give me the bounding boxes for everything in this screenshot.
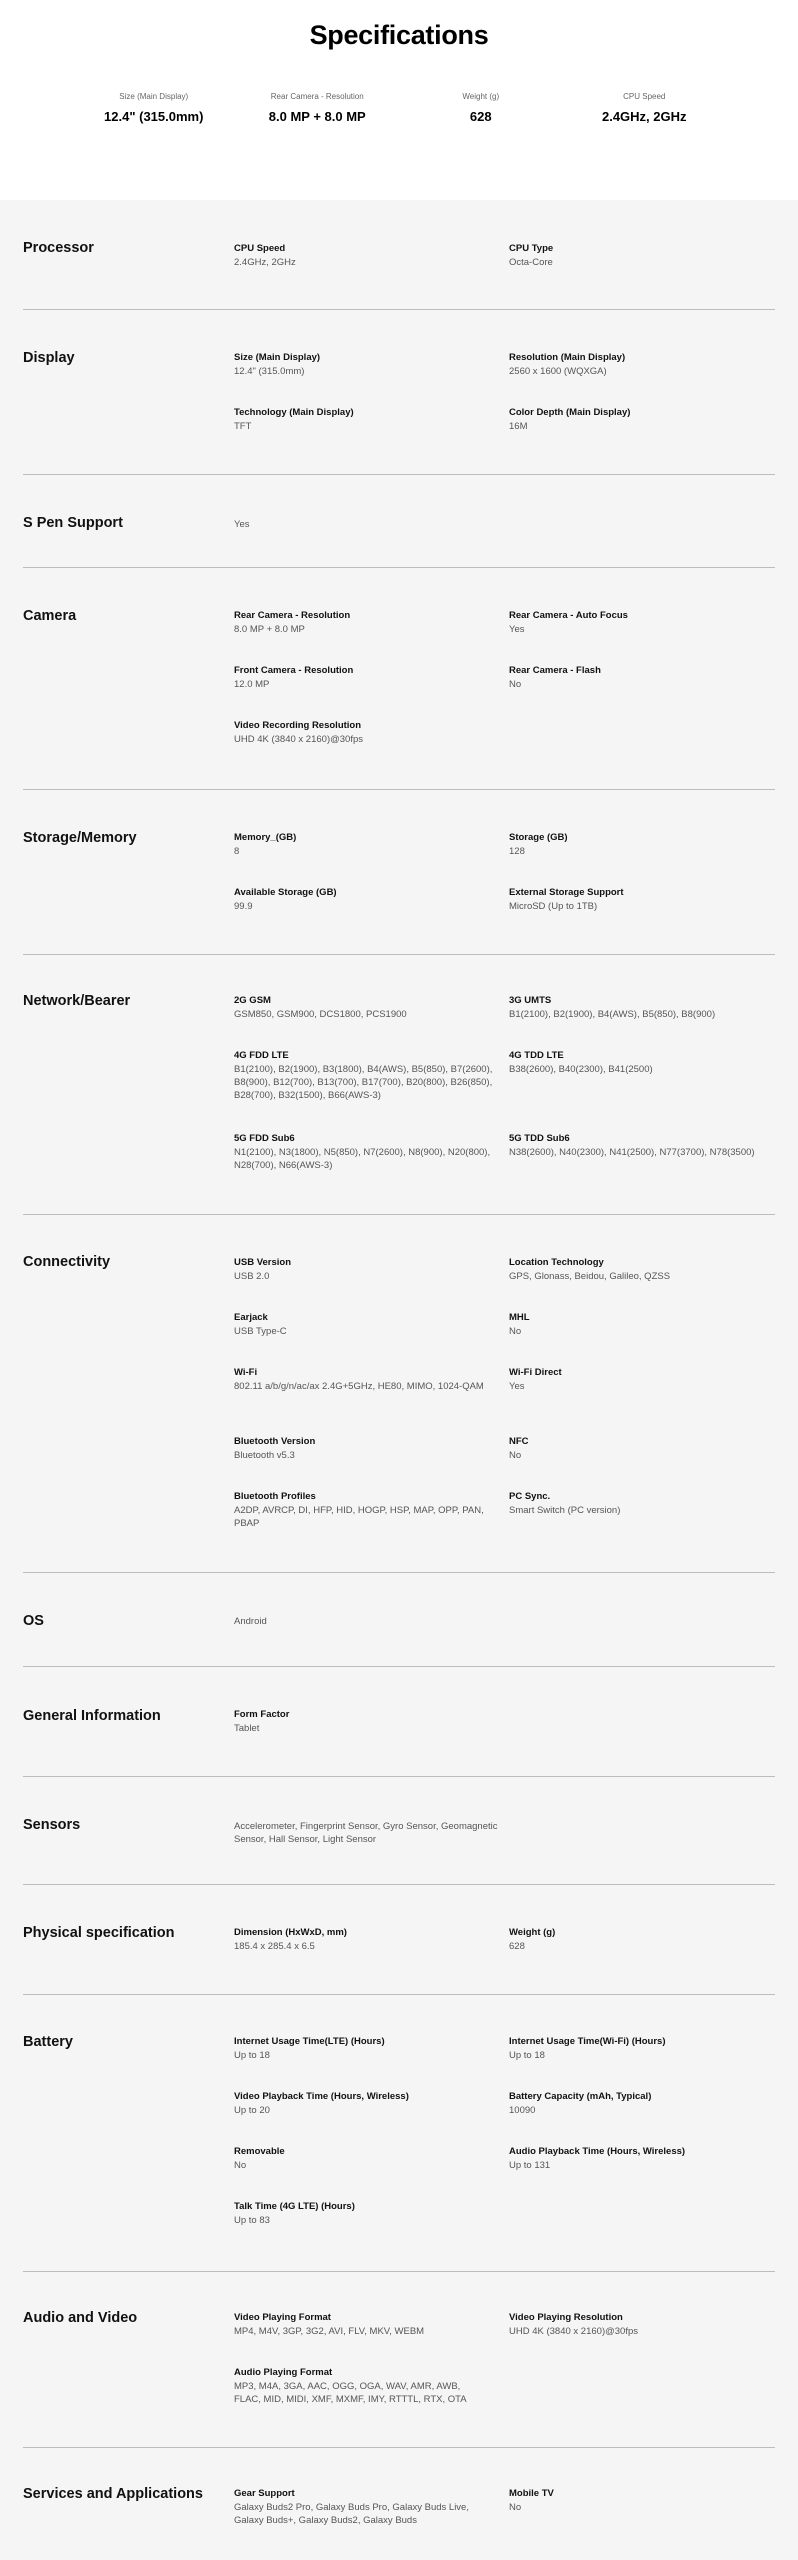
- section-s-pen: [23, 475, 775, 568]
- spec-value: UHD 4K (3840 x 2160)@30fps: [234, 734, 363, 745]
- spec-value: 128: [509, 846, 525, 857]
- highlight-label: Weight (g): [462, 92, 500, 101]
- spec-value: 628: [509, 1941, 525, 1952]
- spec-item: [509, 2487, 764, 2514]
- section-sensors: [23, 1777, 775, 1885]
- spec-item: [509, 1926, 764, 1953]
- spec-value: TFT: [234, 421, 252, 432]
- spec-item: [509, 2090, 764, 2117]
- spec-item: [234, 406, 489, 433]
- highlight-cpu-speed: [563, 92, 727, 124]
- highlight-value: 12.4" (315.0mm): [104, 109, 204, 124]
- spec-label: CPU Type: [509, 243, 554, 254]
- spec-label: Bluetooth Profiles: [234, 1491, 316, 1502]
- spec-item: [234, 2200, 489, 2227]
- spec-value: B38(2600), B40(2300), B41(2500): [509, 1064, 653, 1075]
- spec-item: [509, 994, 798, 1021]
- spec-value: MicroSD (Up to 1TB): [509, 901, 598, 912]
- spec-item: [509, 242, 764, 269]
- spec-label: Weight (g): [509, 1927, 556, 1938]
- section-title: Processor: [23, 240, 94, 256]
- section-display: [23, 310, 775, 475]
- section-title: Audio and Video: [23, 2310, 138, 2326]
- section-title: Connectivity: [23, 1254, 111, 1270]
- spec-label: Audio Playback Time (Hours, Wireless): [509, 2146, 686, 2157]
- spec-label: 5G FDD Sub6: [234, 1133, 295, 1144]
- spec-label: Dimension (HxWxD, mm): [234, 1927, 347, 1938]
- spec-label: Internet Usage Time(Wi-Fi) (Hours): [509, 2036, 666, 2047]
- spec-label: Color Depth (Main Display): [509, 407, 631, 418]
- spec-label: 5G TDD Sub6: [509, 1133, 570, 1144]
- spec-item: [509, 1311, 764, 1338]
- spec-item: [234, 242, 489, 269]
- spec-value: 16M: [509, 421, 528, 432]
- spec-item: [234, 609, 489, 636]
- spec-value: No: [509, 2502, 522, 2513]
- spec-value: Android: [234, 1616, 267, 1627]
- spec-item: [509, 2035, 764, 2062]
- spec-value: Tablet: [234, 1723, 260, 1734]
- spec-label: Size (Main Display): [234, 352, 321, 363]
- spec-item: [509, 1256, 764, 1283]
- spec-label: Video Playing Format: [234, 2312, 331, 2323]
- spec-label: Video Playing Resolution: [509, 2312, 623, 2323]
- section-title: General Information: [23, 1708, 161, 1724]
- spec-value: 185.4 x 285.4 x 6.5: [234, 1941, 315, 1952]
- section-connectivity: [23, 1215, 775, 1573]
- spec-label: PC Sync.: [509, 1491, 551, 1502]
- spec-item: [234, 2035, 489, 2062]
- spec-item: [509, 2311, 764, 2338]
- spec-label: Earjack: [234, 1312, 268, 1323]
- highlight-label: Rear Camera - Resolution: [270, 92, 364, 101]
- spec-label: USB Version: [234, 1257, 292, 1268]
- spec-label: Rear Camera - Auto Focus: [509, 610, 628, 621]
- spec-label: Gear Support: [234, 2488, 295, 2499]
- section-audio-video: [23, 2272, 775, 2448]
- spec-item: [509, 351, 764, 378]
- section-physical-specification: [23, 1885, 775, 1995]
- section-title: Physical specification: [23, 1925, 175, 1941]
- spec-item: [509, 664, 764, 691]
- section-title: OS: [23, 1613, 44, 1629]
- spec-value: Yes: [509, 1381, 525, 1392]
- spec-label: Front Camera - Resolution: [234, 665, 354, 676]
- spec-value: 8: [234, 846, 240, 857]
- spec-item: [509, 1490, 764, 1517]
- spec-label: Storage (GB): [509, 832, 568, 843]
- spec-label: 4G TDD LTE: [509, 1050, 564, 1061]
- section-title: Sensors: [23, 1817, 81, 1833]
- spec-item: [234, 1049, 524, 1102]
- spec-value: 2560 x 1600 (WQXGA): [509, 366, 607, 377]
- spec-label: Rear Camera - Flash: [509, 665, 601, 676]
- spec-item: [234, 351, 489, 378]
- spec-value: Smart Switch (PC version): [509, 1505, 621, 1516]
- spec-value: Bluetooth v5.3: [234, 1450, 295, 1461]
- spec-value: 12.0 MP: [234, 679, 270, 690]
- spec-value: Up to 131: [509, 2160, 551, 2171]
- spec-item: [234, 1132, 524, 1172]
- spec-value: 8.0 MP + 8.0 MP: [234, 624, 305, 635]
- spec-value: A2DP, AVRCP, DI, HFP, HID, HOGP, HSP, MAP, OPP, PAN, PBAP: [234, 1505, 484, 1529]
- spec-label: Battery Capacity (mAh, Typical): [509, 2091, 652, 2102]
- spec-value: 99.9: [234, 901, 253, 912]
- spec-item: [234, 1435, 489, 1462]
- spec-item: [234, 719, 489, 746]
- section-camera: [23, 568, 775, 790]
- page-title: Specifications: [309, 20, 489, 50]
- spec-value: MP3, M4A, 3GA, AAC, OGG, OGA, WAV, AMR, AWB, FLAC, MID, MIDI, XMF, MXMF, IMY, RTTTL, RTX, OTA: [234, 2381, 467, 2405]
- spec-value: No: [234, 2160, 247, 2171]
- spec-label: Rear Camera - Resolution: [234, 610, 351, 621]
- spec-label: Bluetooth Version: [234, 1436, 316, 1447]
- spec-value: Up to 20: [234, 2105, 270, 2116]
- spec-label: NFC: [509, 1436, 529, 1447]
- section-title: Battery: [23, 2034, 73, 2050]
- spec-label: Technology (Main Display): [234, 407, 354, 418]
- spec-label: Wi-Fi: [234, 1367, 258, 1378]
- spec-value: UHD 4K (3840 x 2160)@30fps: [509, 2326, 638, 2337]
- spec-item: [234, 1708, 489, 1735]
- spec-label: Video Recording Resolution: [234, 720, 362, 731]
- spec-value: Up to 18: [234, 2050, 270, 2061]
- section-title: Camera: [23, 608, 77, 624]
- spec-item: [234, 831, 489, 858]
- spec-item: [234, 1819, 524, 1846]
- spec-value: B1(2100), B2(1900), B3(1800), B4(AWS), B5(850), B7(2600), B8(900), B12(700), B13(700), B17(700), B20(800), B26(850), B28(700), B32(1500), B66(AWS-3): [234, 1064, 493, 1101]
- spec-label: Available Storage (GB): [234, 887, 337, 898]
- spec-value: 2.4GHz, 2GHz: [234, 257, 296, 268]
- highlight-display-size: [72, 92, 236, 124]
- spec-item: [234, 1311, 489, 1338]
- spec-item: [509, 1366, 764, 1393]
- spec-item: [234, 886, 489, 913]
- spec-item: [234, 1256, 489, 1283]
- spec-value: 10090: [509, 2105, 536, 2116]
- spec-label: Resolution (Main Display): [509, 352, 626, 363]
- spec-value: No: [509, 1450, 522, 1461]
- spec-value: USB Type-C: [234, 1326, 287, 1337]
- spec-value: No: [509, 679, 522, 690]
- spec-label: External Storage Support: [509, 887, 624, 898]
- spec-list: [0, 200, 798, 2560]
- section-processor: [23, 200, 775, 310]
- section-title: Services and Applications: [23, 2486, 203, 2502]
- section-services-applications: [23, 2448, 775, 2560]
- spec-item: [234, 664, 489, 691]
- spec-item: [234, 517, 489, 531]
- spec-item: [509, 886, 764, 913]
- spec-item: [234, 994, 524, 1021]
- spec-item: [509, 1132, 798, 1159]
- spec-item: [234, 2487, 489, 2527]
- spec-item: [234, 2366, 489, 2406]
- spec-label: CPU Speed: [234, 243, 286, 254]
- spec-value: Yes: [509, 624, 525, 635]
- spec-label: Talk Time (4G LTE) (Hours): [234, 2201, 355, 2212]
- section-title: Storage/Memory: [23, 830, 137, 846]
- section-title: S Pen Support: [23, 515, 123, 531]
- spec-item: [509, 2145, 764, 2172]
- highlight-rear-camera: [236, 92, 400, 124]
- highlight-label: Size (Main Display): [119, 92, 189, 101]
- spec-item: [234, 2311, 489, 2338]
- section-title: Display: [23, 350, 75, 366]
- spec-item: [234, 1490, 489, 1530]
- spec-item: [234, 2090, 489, 2117]
- spec-label: Internet Usage Time(LTE) (Hours): [234, 2036, 385, 2047]
- spec-item: [509, 1049, 798, 1076]
- spec-value: N1(2100), N3(1800), N5(850), N7(2600), N8(900), N20(800), N28(700), N66(AWS-3): [234, 1147, 491, 1171]
- spec-label: Mobile TV: [509, 2488, 554, 2499]
- spec-value: B1(2100), B2(1900), B4(AWS), B5(850), B8(900): [509, 1009, 716, 1020]
- spec-label: Audio Playing Format: [234, 2367, 333, 2378]
- spec-value: Up to 83: [234, 2215, 270, 2226]
- spec-label: Location Technology: [509, 1257, 604, 1268]
- spec-label: Memory_(GB): [234, 832, 297, 843]
- spec-item: [234, 2145, 489, 2172]
- spec-value: 802.11 a/b/g/n/ac/ax 2.4G+5GHz, HE80, MIMO, 1024-QAM: [234, 1381, 484, 1392]
- highlights-bar: [72, 92, 726, 124]
- spec-item: [509, 406, 764, 433]
- highlight-value: 628: [469, 109, 492, 124]
- spec-item: [234, 1366, 489, 1393]
- highlight-label: CPU Speed: [623, 92, 666, 101]
- section-network-bearer: [23, 955, 775, 1215]
- section-battery: [23, 1995, 775, 2272]
- section-general-information: [23, 1667, 775, 1777]
- spec-value: Octa-Core: [509, 257, 553, 268]
- section-storage-memory: [23, 790, 775, 955]
- spec-label: 4G FDD LTE: [234, 1050, 289, 1061]
- spec-value: GPS, Glonass, Beidou, Galileo, QZSS: [509, 1271, 671, 1282]
- spec-value: USB 2.0: [234, 1271, 270, 1282]
- spec-value: N38(2600), N40(2300), N41(2500), N77(3700), N78(3500): [509, 1147, 755, 1158]
- spec-item: [234, 1614, 489, 1628]
- spec-value: 12.4" (315.0mm): [234, 366, 305, 377]
- spec-item: [234, 1926, 489, 1953]
- highlight-value: 2.4GHz, 2GHz: [601, 109, 687, 124]
- highlight-value: 8.0 MP + 8.0 MP: [268, 109, 366, 124]
- spec-label: Wi-Fi Direct: [509, 1367, 562, 1378]
- specifications-header: [0, 0, 798, 200]
- spec-item: [509, 1435, 764, 1462]
- spec-label: 3G UMTS: [509, 995, 552, 1006]
- section-os: [23, 1573, 775, 1667]
- spec-label: Video Playback Time (Hours, Wireless): [234, 2091, 409, 2102]
- spec-value: Yes: [234, 519, 250, 530]
- spec-value: Up to 18: [509, 2050, 545, 2061]
- spec-value: No: [509, 1326, 522, 1337]
- spec-item: [509, 609, 764, 636]
- spec-value: Galaxy Buds2 Pro, Galaxy Buds Pro, Galaxy Buds Live, Galaxy Buds+, Galaxy Buds2, Galaxy Buds: [234, 2502, 469, 2526]
- spec-label: 2G GSM: [234, 995, 271, 1006]
- spec-item: [509, 831, 764, 858]
- spec-label: MHL: [509, 1312, 530, 1323]
- section-title: Network/Bearer: [23, 993, 131, 1009]
- spec-label: Form Factor: [234, 1709, 290, 1720]
- highlight-weight: [399, 92, 563, 124]
- spec-value: GSM850, GSM900, DCS1800, PCS1900: [234, 1009, 407, 1020]
- spec-value: Accelerometer, Fingerprint Sensor, Gyro Sensor, Geomagnetic Sensor, Hall Sensor, Light Sensor: [234, 1821, 498, 1845]
- spec-value: MP4, M4V, 3GP, 3G2, AVI, FLV, MKV, WEBM: [234, 2326, 425, 2337]
- spec-label: Removable: [234, 2146, 285, 2157]
